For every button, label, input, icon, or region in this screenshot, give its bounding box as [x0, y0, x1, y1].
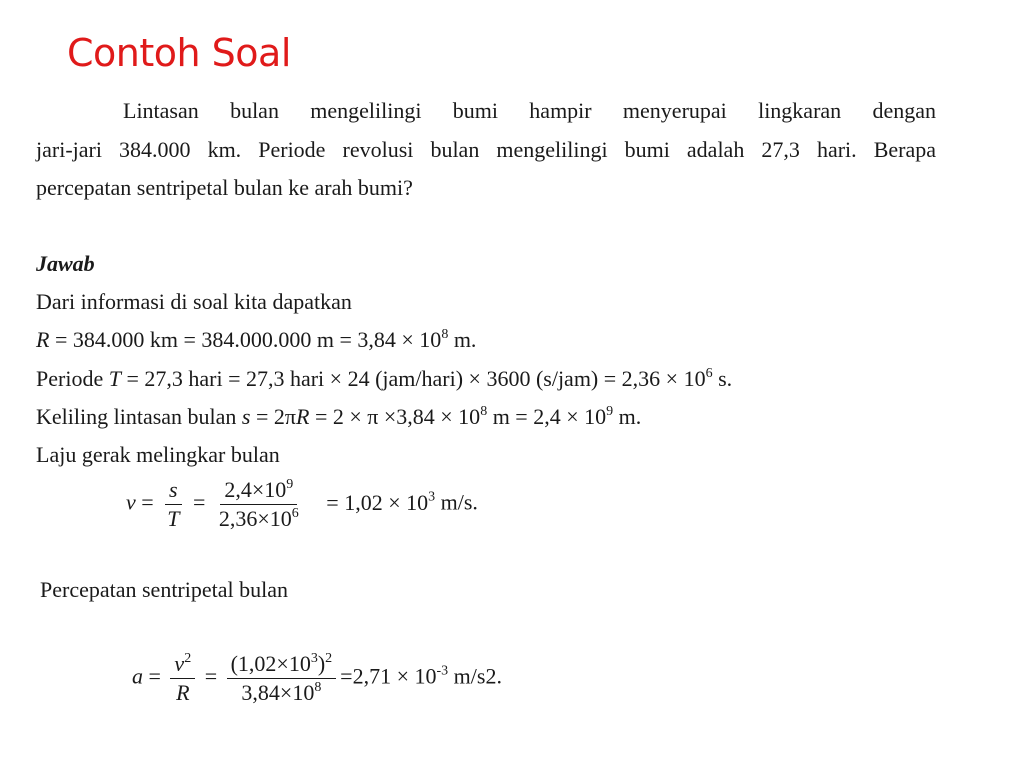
period-prefix: Periode — [36, 366, 109, 391]
circ-mid2: m = 2,4 × 10 — [487, 404, 607, 429]
period-text: = 27,3 hari = 27,3 hari × 24 (jam/hari) × 3600 (s/jam) = 2,36 × 10 — [120, 366, 706, 391]
a-result-exp: -3 — [436, 663, 449, 679]
a-fraction-2 — [227, 652, 337, 705]
a-eq-2: = — [199, 663, 223, 689]
speed-label: Laju gerak melingkar bulan — [36, 442, 280, 467]
a-eq-1: = — [143, 663, 167, 689]
circ-exponent-1: 8 — [480, 404, 488, 419]
accel-label: Percepatan sentripetal bulan — [40, 577, 289, 602]
velocity-formula — [126, 478, 478, 531]
v-fraction-2 — [215, 478, 303, 531]
a-f1-num-exp: 2 — [184, 651, 192, 666]
v-eq-1: = — [135, 489, 160, 515]
v-eq-2: = — [187, 489, 211, 515]
s-variable: s — [241, 404, 251, 429]
r-variable-2: R — [295, 404, 310, 429]
v-f2-den-exp: 6 — [291, 506, 299, 522]
v-f2-num: 2,4×10 — [224, 477, 287, 502]
circ-exponent-2: 9 — [606, 404, 614, 419]
r-variable: R — [36, 327, 50, 352]
answer-heading: Jawab — [36, 251, 95, 276]
a-result: =2,71 × 10 — [340, 663, 437, 689]
answer-intro: Dari informasi di soal kita dapatkan — [36, 289, 352, 314]
a-f2-num-exp-inner: 3 — [310, 651, 318, 666]
v-f2-num-exp: 9 — [286, 477, 294, 492]
v-result-unit: m/s. — [435, 489, 478, 515]
problem-line-1: Lintasan bulan mengelilingi bumi hampir menyerupai lingkaran dengan — [123, 98, 936, 123]
a-result-unit: m/s2. — [448, 663, 502, 689]
a-fraction-1 — [170, 652, 195, 705]
v-result: = 1,02 × 10 — [326, 489, 429, 515]
circ-mid1: = 2π — [250, 404, 296, 429]
period-end: s. — [712, 366, 733, 391]
radius-equation — [36, 327, 476, 353]
t-variable: T — [108, 366, 121, 391]
radius-end: m. — [448, 327, 477, 352]
radius-exponent: 8 — [441, 327, 449, 342]
period-exponent: 6 — [705, 366, 713, 381]
a-f1-den: R — [176, 680, 190, 706]
v-result-exp: 3 — [428, 489, 436, 505]
v-f2-den: 2,36×10 — [218, 506, 292, 532]
a-f2-den-exp: 8 — [314, 680, 322, 696]
circumference-equation — [36, 404, 641, 430]
problem-line-2: jari-jari 384.000 km. Periode revolusi bulan mengelilingi bumi adalah 27,3 hari. Berapa — [36, 137, 936, 162]
problem-line-3: percepatan sentripetal bulan ke arah bumi? — [36, 175, 413, 200]
v-f1-den: T — [167, 506, 180, 532]
v-f1-num: s — [169, 477, 178, 502]
a-f2-num: (1,02×10 — [230, 651, 311, 676]
circ-prefix: Keliling lintasan bulan — [36, 404, 242, 429]
v-fraction-1 — [163, 478, 183, 531]
a-lhs: a — [132, 663, 143, 689]
a-f2-num-exp-outer: 2 — [325, 651, 333, 666]
a-f2-num-close: ) — [317, 651, 326, 676]
radius-text: = 384.000 km = 384.000.000 m = 3,84 × 10 — [49, 327, 442, 352]
circ-end: m. — [613, 404, 642, 429]
slide-title: Contoh Soal — [67, 31, 291, 75]
period-equation — [36, 366, 732, 392]
v-lhs: v — [126, 489, 136, 515]
a-f1-num: v — [174, 651, 185, 676]
a-f2-den: 3,84×10 — [241, 680, 315, 706]
acceleration-formula — [132, 652, 502, 705]
circ-text: = 2 × π ×3,84 × 10 — [309, 404, 481, 429]
